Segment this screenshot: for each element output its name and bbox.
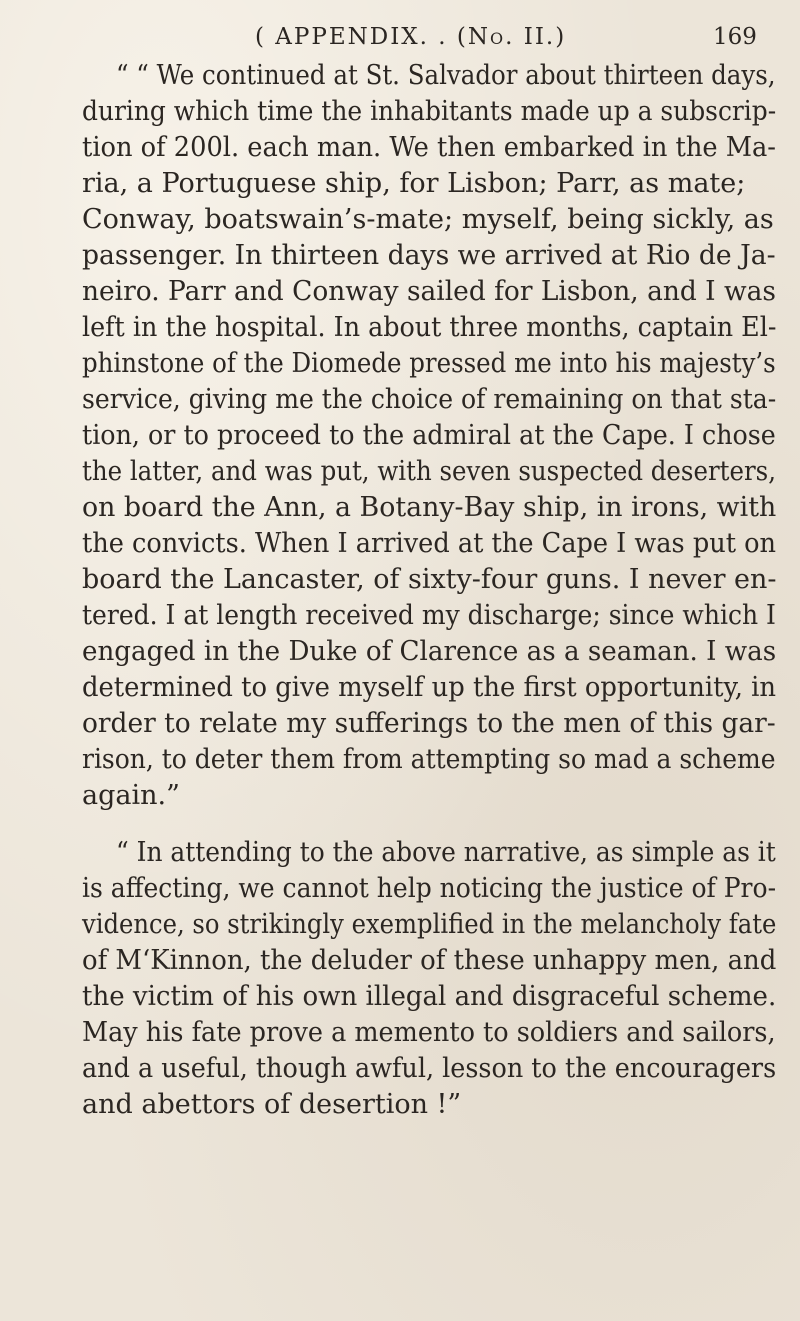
text-line: May his fate prove a memento to soldiers and sailors, (82, 1017, 776, 1048)
text-line: engaged in the Duke of Clarence as a seaman. I was (82, 636, 777, 667)
text-line: left in the hospital. In about three months, captain El- (82, 312, 777, 343)
text-line: and abettors of desertion !” (82, 1089, 462, 1120)
text-line: and a useful, though awful, lesson to the encouragers (82, 1053, 777, 1084)
text-line: phinstone of the Diomede pressed me into his majesty’s (82, 348, 776, 379)
text-line: “ “ We continued at St. Salvador about thirteen days, (116, 60, 776, 91)
page-header (0, 18, 800, 58)
text-line: the convicts. When I arrived at the Cape I was put on (82, 528, 777, 559)
text-line: board the Lancaster, of sixty-four guns. I never en- (82, 564, 777, 595)
text-line: tion of 200l. each man. We then embarked in the Ma- (82, 132, 776, 163)
text-line: tered. I at length received my discharge; since which I (82, 600, 776, 631)
text-line: “ In attending to the above narrative, as simple as it (116, 837, 776, 868)
text-line: vidence, so strikingly exemplified in the melancholy fate (82, 909, 777, 940)
text-line: ria, a Portuguese ship, for Lisbon; Parr, as mate; (82, 168, 746, 199)
text-line: of M‘Kinnon, the deluder of these unhappy men, and (82, 945, 777, 976)
text-line: passenger. In thirteen days we arrived at Rio de Ja- (82, 240, 776, 271)
text-line: determined to give myself up the first opportunity, in (82, 672, 776, 703)
text-line: during which time the inhabitants made up a subscrip- (82, 96, 777, 127)
text-line: Conway, boatswain’s-mate; myself, being sickly, as (82, 204, 774, 235)
text-line: rison, to deter them from attempting so mad a scheme (82, 744, 776, 775)
text-line: order to relate my sufferings to the men of this gar- (82, 708, 776, 739)
text-line: the victim of his own illegal and disgraceful scheme. (82, 981, 777, 1012)
text-line: tion, or to proceed to the admiral at the Cape. I chose (82, 420, 776, 451)
text-line: neiro. Parr and Conway sailed for Lisbon, and I was (82, 276, 776, 307)
page-number: 169 (713, 24, 757, 50)
text-line: service, giving me the choice of remaining on that sta- (82, 384, 777, 415)
text-line: is affecting, we cannot help noticing the justice of Pro- (82, 873, 777, 904)
text-line: the latter, and was put, with seven suspected deserters, (82, 456, 776, 487)
running-head: ( APPENDIX. . (No. II.) (255, 24, 567, 50)
text-line: again.” (82, 780, 180, 811)
text-line: on board the Ann, a Botany-Bay ship, in irons, with (82, 492, 777, 523)
